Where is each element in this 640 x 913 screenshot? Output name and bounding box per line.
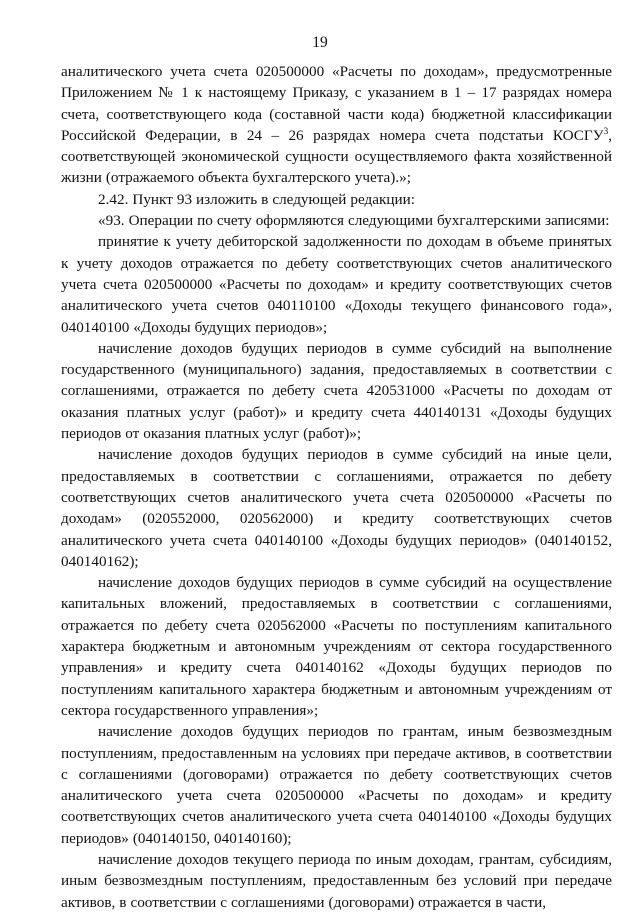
paragraph-receivables-recognition: принятие к учету дебиторской задолженности по доходам в объеме принятых к учету доходов отражается по дебету соответствующих счетов аналитического учета счета 020500000 «Расчеты по доходам» и кредиту соответствующих счетов аналитического учета счетов 040110100 «Доходы текущего финансового года», 040140100 «Доходы будущих периодов»;: [61, 233, 612, 336]
paragraph-subsidies-other-purposes: начисление доходов будущих периодов в сумме субсидий на иные цели, предоставляемых в соответствии с соглашениями, отражается по дебету соответствующих счетов аналитического учета счета 020500000 «Расчеты по доходам» (020552000, 020562000) и кредиту соответствующих счетов аналитического учета счета 040140100 «Доходы будущих периодов» (040140152, 040140162);: [61, 446, 612, 570]
paragraph-current-period-income: начисление доходов текущего периода по иным доходам, грантам, субсидиям, иным безвозмездным поступлениям, предоставленным без условий при передаче активов, в соответствии с соглашениями (договорами) отражается в части,: [61, 850, 612, 911]
paragraph-continuation: [61, 61, 612, 189]
paragraph-item-93: «93. Операции по счету оформляются следующими бухгалтерскими записями:: [98, 212, 610, 230]
paragraph-text-tail: , соответствующей экономической сущности осуществляемого факта хозяйственной жизни (отражаемого объекта бухгалтерского учета).»;: [61, 126, 612, 187]
document-body: [61, 61, 612, 913]
paragraph-grants-conditional: начисление доходов будущих периодов по грантам, иным безвозмездным поступлениям, предоставленным на условиях при передаче активов, в соответствии с соглашениями (договорами) отражается по дебету соответствующих счетов аналитического учета счета 020500000 «Расчеты по доходам» и кредиту соответствующих счетов аналитического учета счета 040140100 «Доходы будущих периодов» (040140150, 040140160);: [61, 723, 612, 847]
footnote-marker: 3: [603, 126, 609, 137]
paragraph-text: аналитического учета счета 020500000 «Расчеты по доходам», предусмотренные Приложением № 1 к настоящему Приказу, с указанием в 1 – 17 разрядах номера счета, соответствующего кода (составной части кода) бюджетной классификации Российской Федерации, в 24 – 26 разрядах номера счета подстатьи КОСГУ: [61, 63, 612, 144]
page-number: 19: [312, 34, 328, 51]
paragraph-subsidies-capital-investment: начисление доходов будущих периодов в сумме субсидий на осуществление капитальных вложений, предоставляемых в соответствии с соглашениями, отражается по дебету счета 020562000 «Расчеты по поступлениям капитального характера бюджетным и автономным учреждениям от сектора государственного управления» и кредиту счета 040140162 «Доходы будущих периодов по поступлениям капитального характера бюджетным и автономным учреждениям от сектора государственного управления»;: [61, 574, 612, 719]
paragraph-subsidies-state-task: начисление доходов будущих периодов в сумме субсидий на выполнение государственного (муниципального) задания, предоставляемых в соответствии с соглашениями, отражается по дебету счета 420531000 «Расчеты по доходам от оказания платных услуг (работ)» и кредиту счета 440140131 «Доходы будущих периодов от оказания платных услуг (работ)»;: [61, 339, 612, 443]
paragraph-clause-2-42: 2.42. Пункт 93 изложить в следующей редакции:: [98, 190, 415, 208]
